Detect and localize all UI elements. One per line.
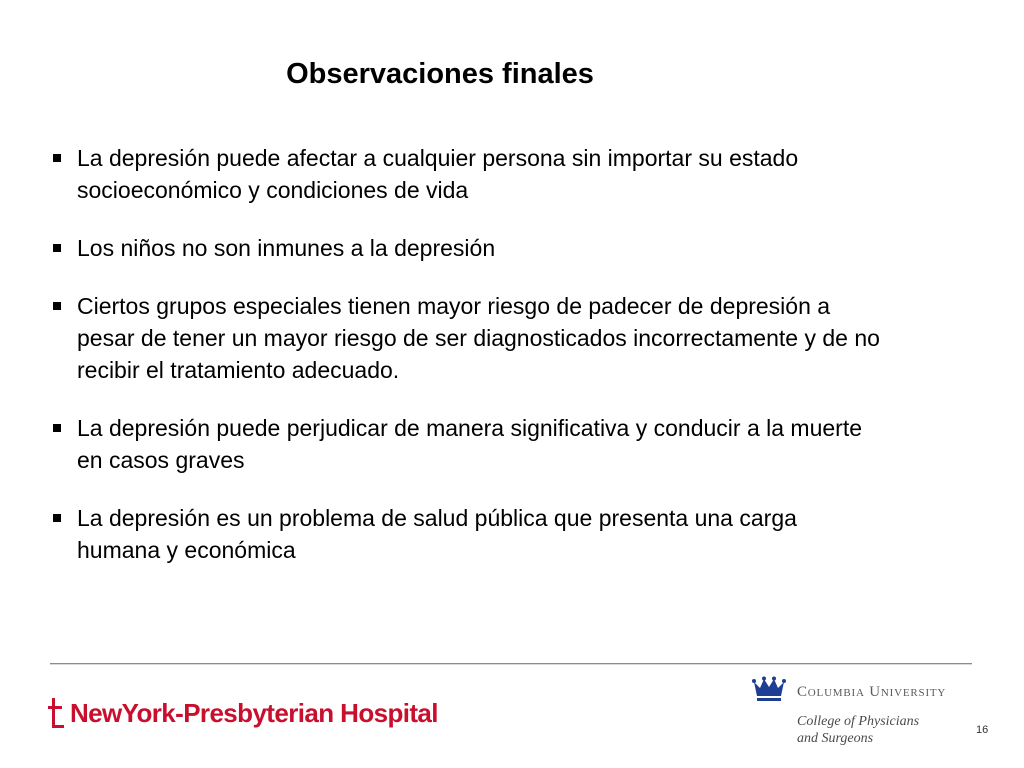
bullet-text: humana y económica	[77, 537, 296, 563]
square-bullet-icon	[53, 154, 61, 162]
square-bullet-icon	[53, 302, 61, 310]
bullet-text: La depresión puede afectar a cualquier persona sin importar su estado	[77, 145, 799, 171]
nyp-logo-text: NewYork-Presbyterian Hospital	[70, 697, 438, 728]
square-bullet-icon	[53, 244, 61, 252]
nyp-bracket-icon	[48, 698, 64, 728]
bullet-text: en casos graves	[77, 447, 245, 473]
list-item	[50, 412, 985, 476]
school-name-line1: College of Physicians	[797, 714, 920, 729]
bullet-text: La depresión puede perjudicar de manera significativa y conducir a la muerte	[77, 415, 863, 441]
list-item	[50, 502, 985, 566]
columbia-logo	[752, 674, 962, 754]
crown-icon	[752, 676, 786, 702]
list-item	[50, 290, 985, 386]
list-item	[50, 142, 985, 206]
university-name: Columbia University	[797, 684, 947, 700]
bullet-text: La depresión es un problema de salud pública que presenta una carga	[77, 505, 797, 531]
bullet-text: Ciertos grupos especiales tienen mayor riesgo de padecer de depresión a	[77, 293, 831, 319]
square-bullet-icon	[53, 424, 61, 432]
square-bullet-icon	[53, 514, 61, 522]
bullet-list	[50, 142, 985, 592]
footer-divider	[50, 663, 972, 665]
bullet-text: socioeconómico y condiciones de vida	[77, 177, 469, 203]
school-name-line2: and Surgeons	[797, 731, 874, 746]
newyork-presbyterian-logo	[48, 696, 438, 730]
list-item	[50, 232, 985, 264]
slide-title: Observaciones finales	[286, 58, 594, 90]
bullet-text: Los niños no son inmunes a la depresión	[77, 235, 496, 261]
bullet-text: pesar de tener un mayor riesgo de ser diagnosticados incorrectamente y de no	[77, 325, 880, 351]
page-number: 16	[976, 724, 989, 736]
bullet-text: recibir el tratamiento adecuado.	[77, 357, 400, 383]
